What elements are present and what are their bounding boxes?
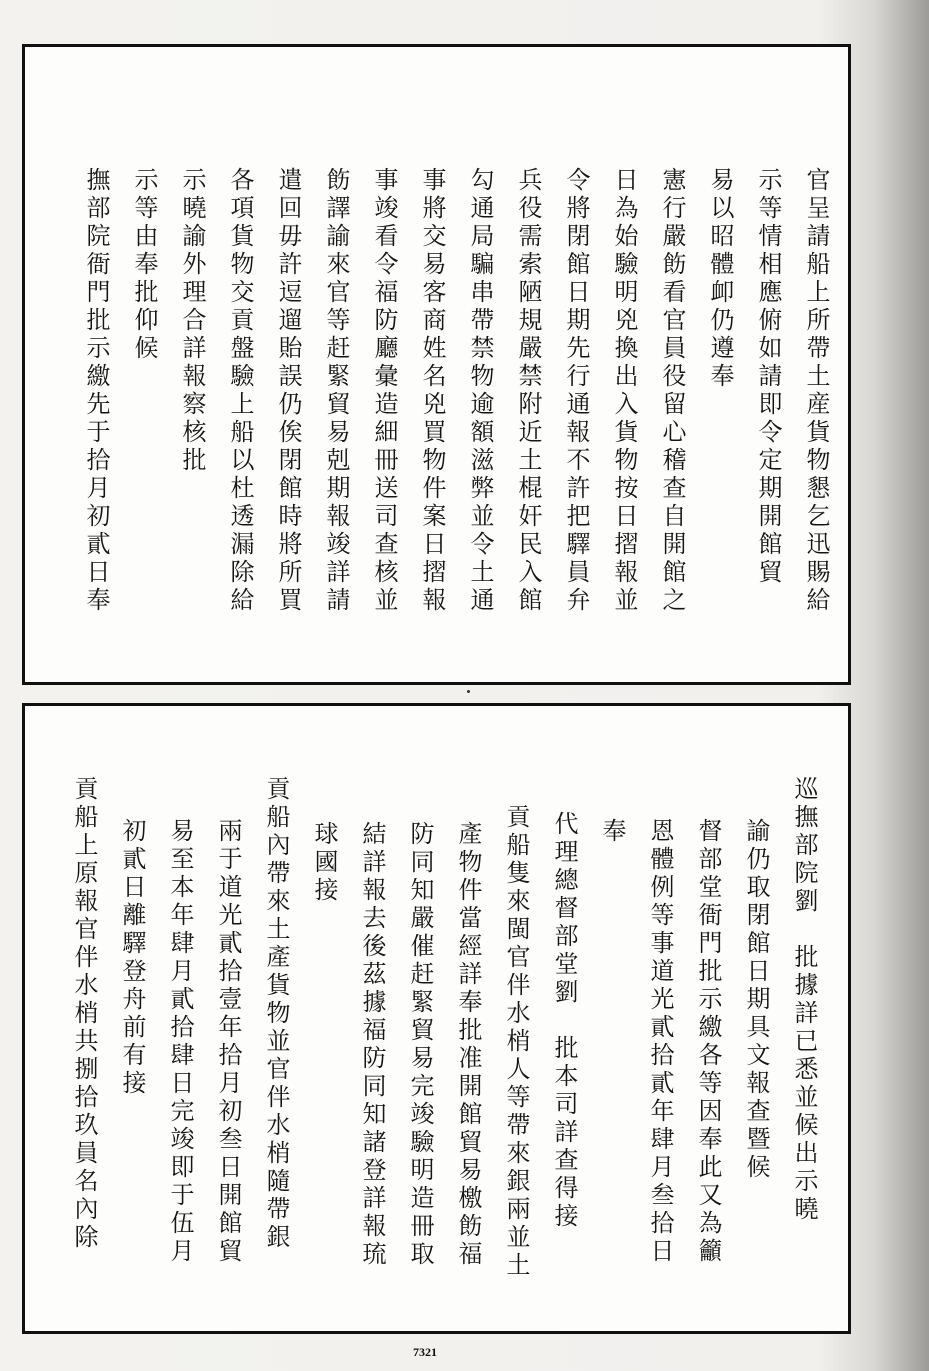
text-column: 兵役需索陋規嚴禁附近土棍奸民入館 [514,167,542,615]
text-column: 令將閉館日期先行通報不許把驛員弁 [562,167,590,615]
text-column: 兩于道光貳拾壹年拾月初叁日開館貿 [214,818,242,1266]
text-column: 貢船上原報官伴水梢共捌拾玖員名內除 [70,776,98,1252]
text-column: 貢船內帶來土產貨物並官伴水梢隨帶銀 [262,776,290,1252]
text-column: 遣回毋許逗遛貽誤仍俟閉館時將所買 [274,167,302,615]
text-column: 初貳日離驛登舟前有接 [118,818,146,1098]
text-column: 代理總督部堂劉 批本司詳查得接 [550,811,578,1231]
text-column: 官呈請船上所帶土産貨物懇乞迅賜給 [802,167,830,615]
text-column: 奉 [598,818,626,846]
page-number: 7321 [413,1345,437,1359]
text-column: 示等情相應俯如請即令定期開館貿 [754,167,782,587]
text-column: 巡撫部院劉 批據詳已悉並候出示曉 [790,776,818,1224]
text-column: 示曉諭外理合詳報察核批 [178,167,206,475]
upper-text-panel [22,44,851,685]
text-column: 示等由奉批仰候 [130,167,158,363]
text-column: 督部堂衙門批示繳各等因奉此又為籲 [694,818,722,1266]
text-column: 勾通局騙串帶禁物逾額滋弊並令土通 [466,167,494,615]
text-column: 憲行嚴飭看官員役留心稽查自開館之 [658,167,686,615]
text-column: 各項貨物交貢盤驗上船以杜透漏除給 [226,167,254,615]
lower-text-panel [22,703,851,1334]
text-column: 日為始驗明兇換出入貨物按日摺報並 [610,167,638,615]
text-column: 易至本年肆月貳拾肆日完竣即于伍月 [166,818,194,1266]
text-column: 事將交易客商姓名兇買物件案日摺報 [418,167,446,615]
text-column: 產物件當經詳奉批准開館貿易檄飭福 [454,821,482,1269]
text-column: 諭仍取閉館日期具文報查暨候 [742,818,770,1182]
text-column: 撫部院衙門批示繳先于拾月初貳日奉 [82,167,110,615]
text-column: 易以昭體卹仍遵奉 [706,167,734,391]
scan-speck [467,690,470,693]
text-column: 事竣看令福防廳彙造細冊送司查核並 [370,167,398,615]
text-column: 防同知嚴催赶緊貿易完竣驗明造冊取 [406,821,434,1269]
text-column: 球國接 [310,821,338,905]
text-column: 恩體例等事道光貳拾貳年肆月叁拾日 [646,818,674,1266]
text-column: 飭譯諭來官等赶緊貿易剋期報竣詳請 [322,167,350,615]
text-column: 貢船隻來閩官伴水梢人等帶來銀兩並土 [502,804,530,1280]
text-column: 結詳報去後茲據福防同知諸登詳報琉 [358,821,386,1269]
